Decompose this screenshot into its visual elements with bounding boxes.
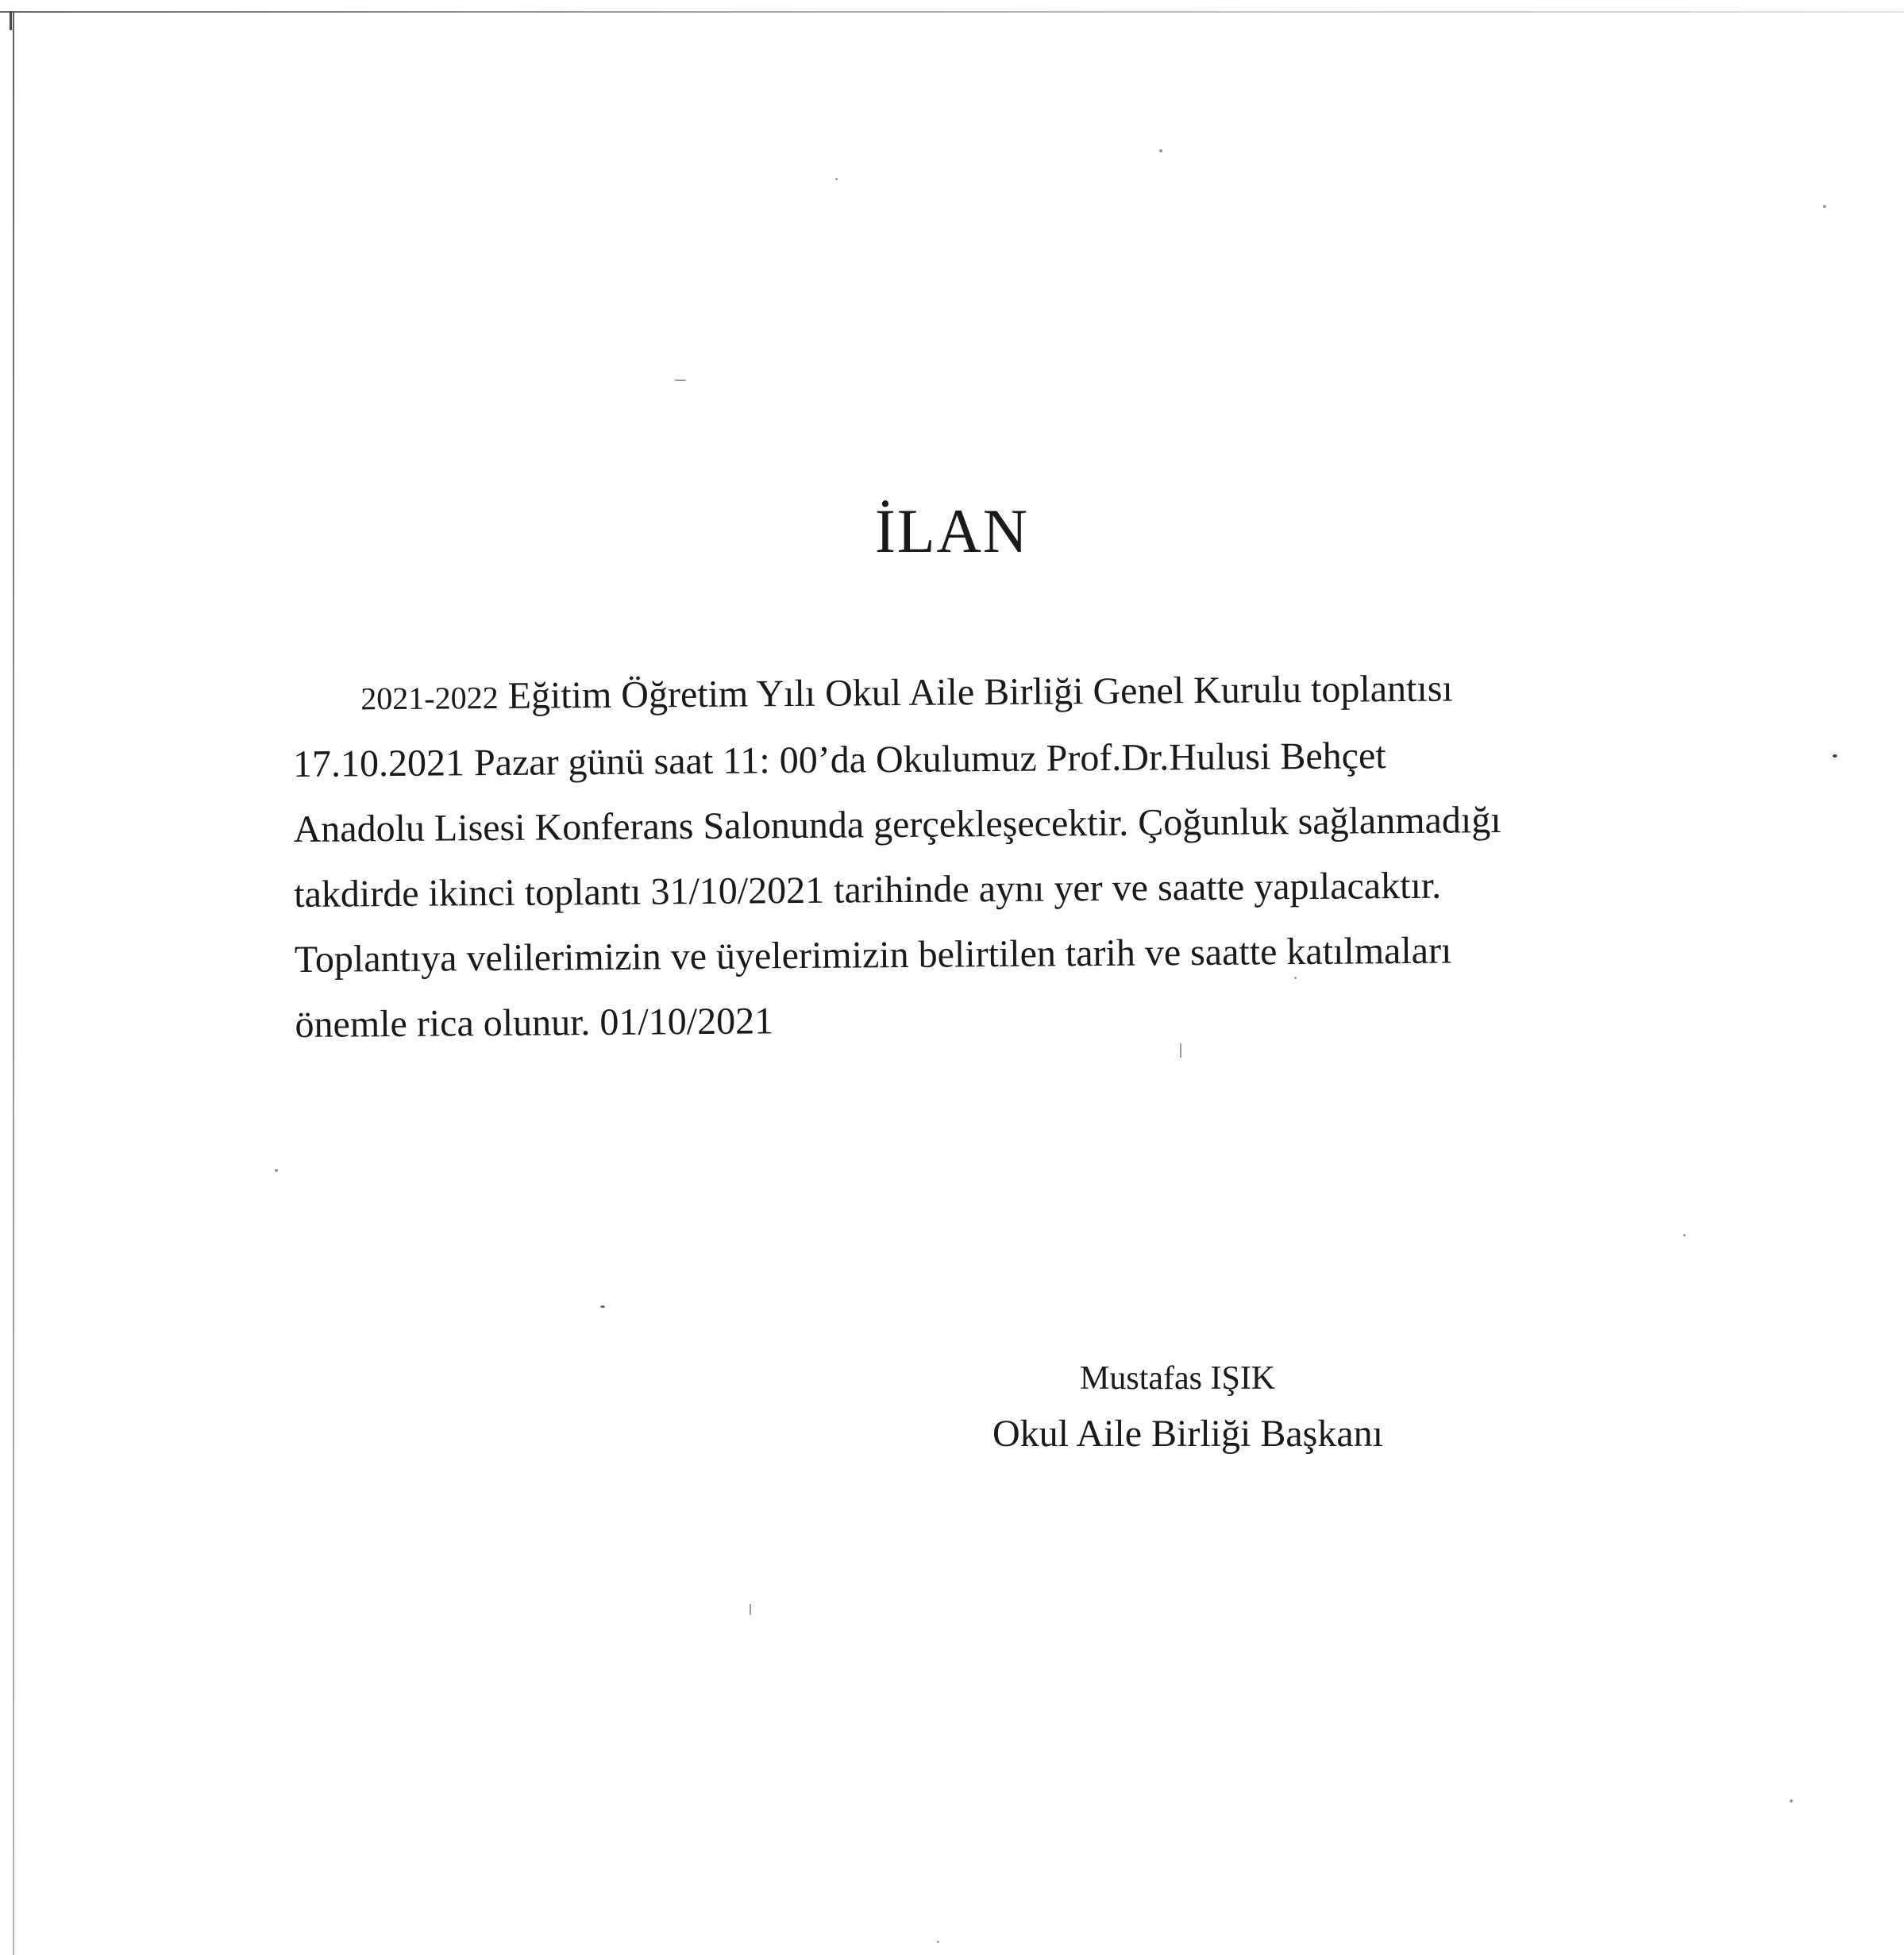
scan-corner-mark [10,11,20,30]
signatory-name: Mustafas IŞIK [1080,1360,1276,1397]
body-line: takdirde ikinci toplantı 31/10/2021 tarihinde aynı yer ve saatte yapılacaktır. [294,864,1442,916]
scan-speck [600,1305,605,1308]
body-line-text: Eğitim Öğretim Yılı Okul Aile Birliği Genel Kurulu toplantısı [498,667,1453,717]
body-line: önemle rica olunur. 01/10/2021 [295,1000,774,1046]
scan-speck [937,1941,939,1943]
document-title: İLAN [874,496,1030,565]
body-line: 17.10.2021 Pazar günü saat 11: 00’da Okulumuz Prof.Dr.Hulusi Behçet [292,735,1386,785]
scan-edge-left [13,11,14,1955]
scan-speck [1823,205,1826,208]
scan-speck [1833,754,1837,758]
scan-speck [275,1169,278,1172]
scan-speck [750,1604,751,1615]
body-line: Toplantıya velilerimizin ve üyelerimizin belirtilen tarih ve saatte katılmaları [294,929,1452,981]
scan-speck [675,380,686,381]
body-line [292,654,1738,732]
announcement-body [292,654,1740,1058]
scan-speck [1159,149,1162,152]
scan-speck [1683,1234,1686,1236]
academic-year: 2021-2022 [360,679,499,717]
scan-speck [835,178,838,180]
body-line: Anadolu Lisesi Konferans Salonunda gerçekleşecektir. Çoğunluk sağlanmadığı [293,799,1501,850]
scan-speck [1790,1799,1793,1803]
signatory-position: Okul Aile Birliği Başkanı [992,1413,1383,1455]
scan-edge-top [0,11,1904,13]
